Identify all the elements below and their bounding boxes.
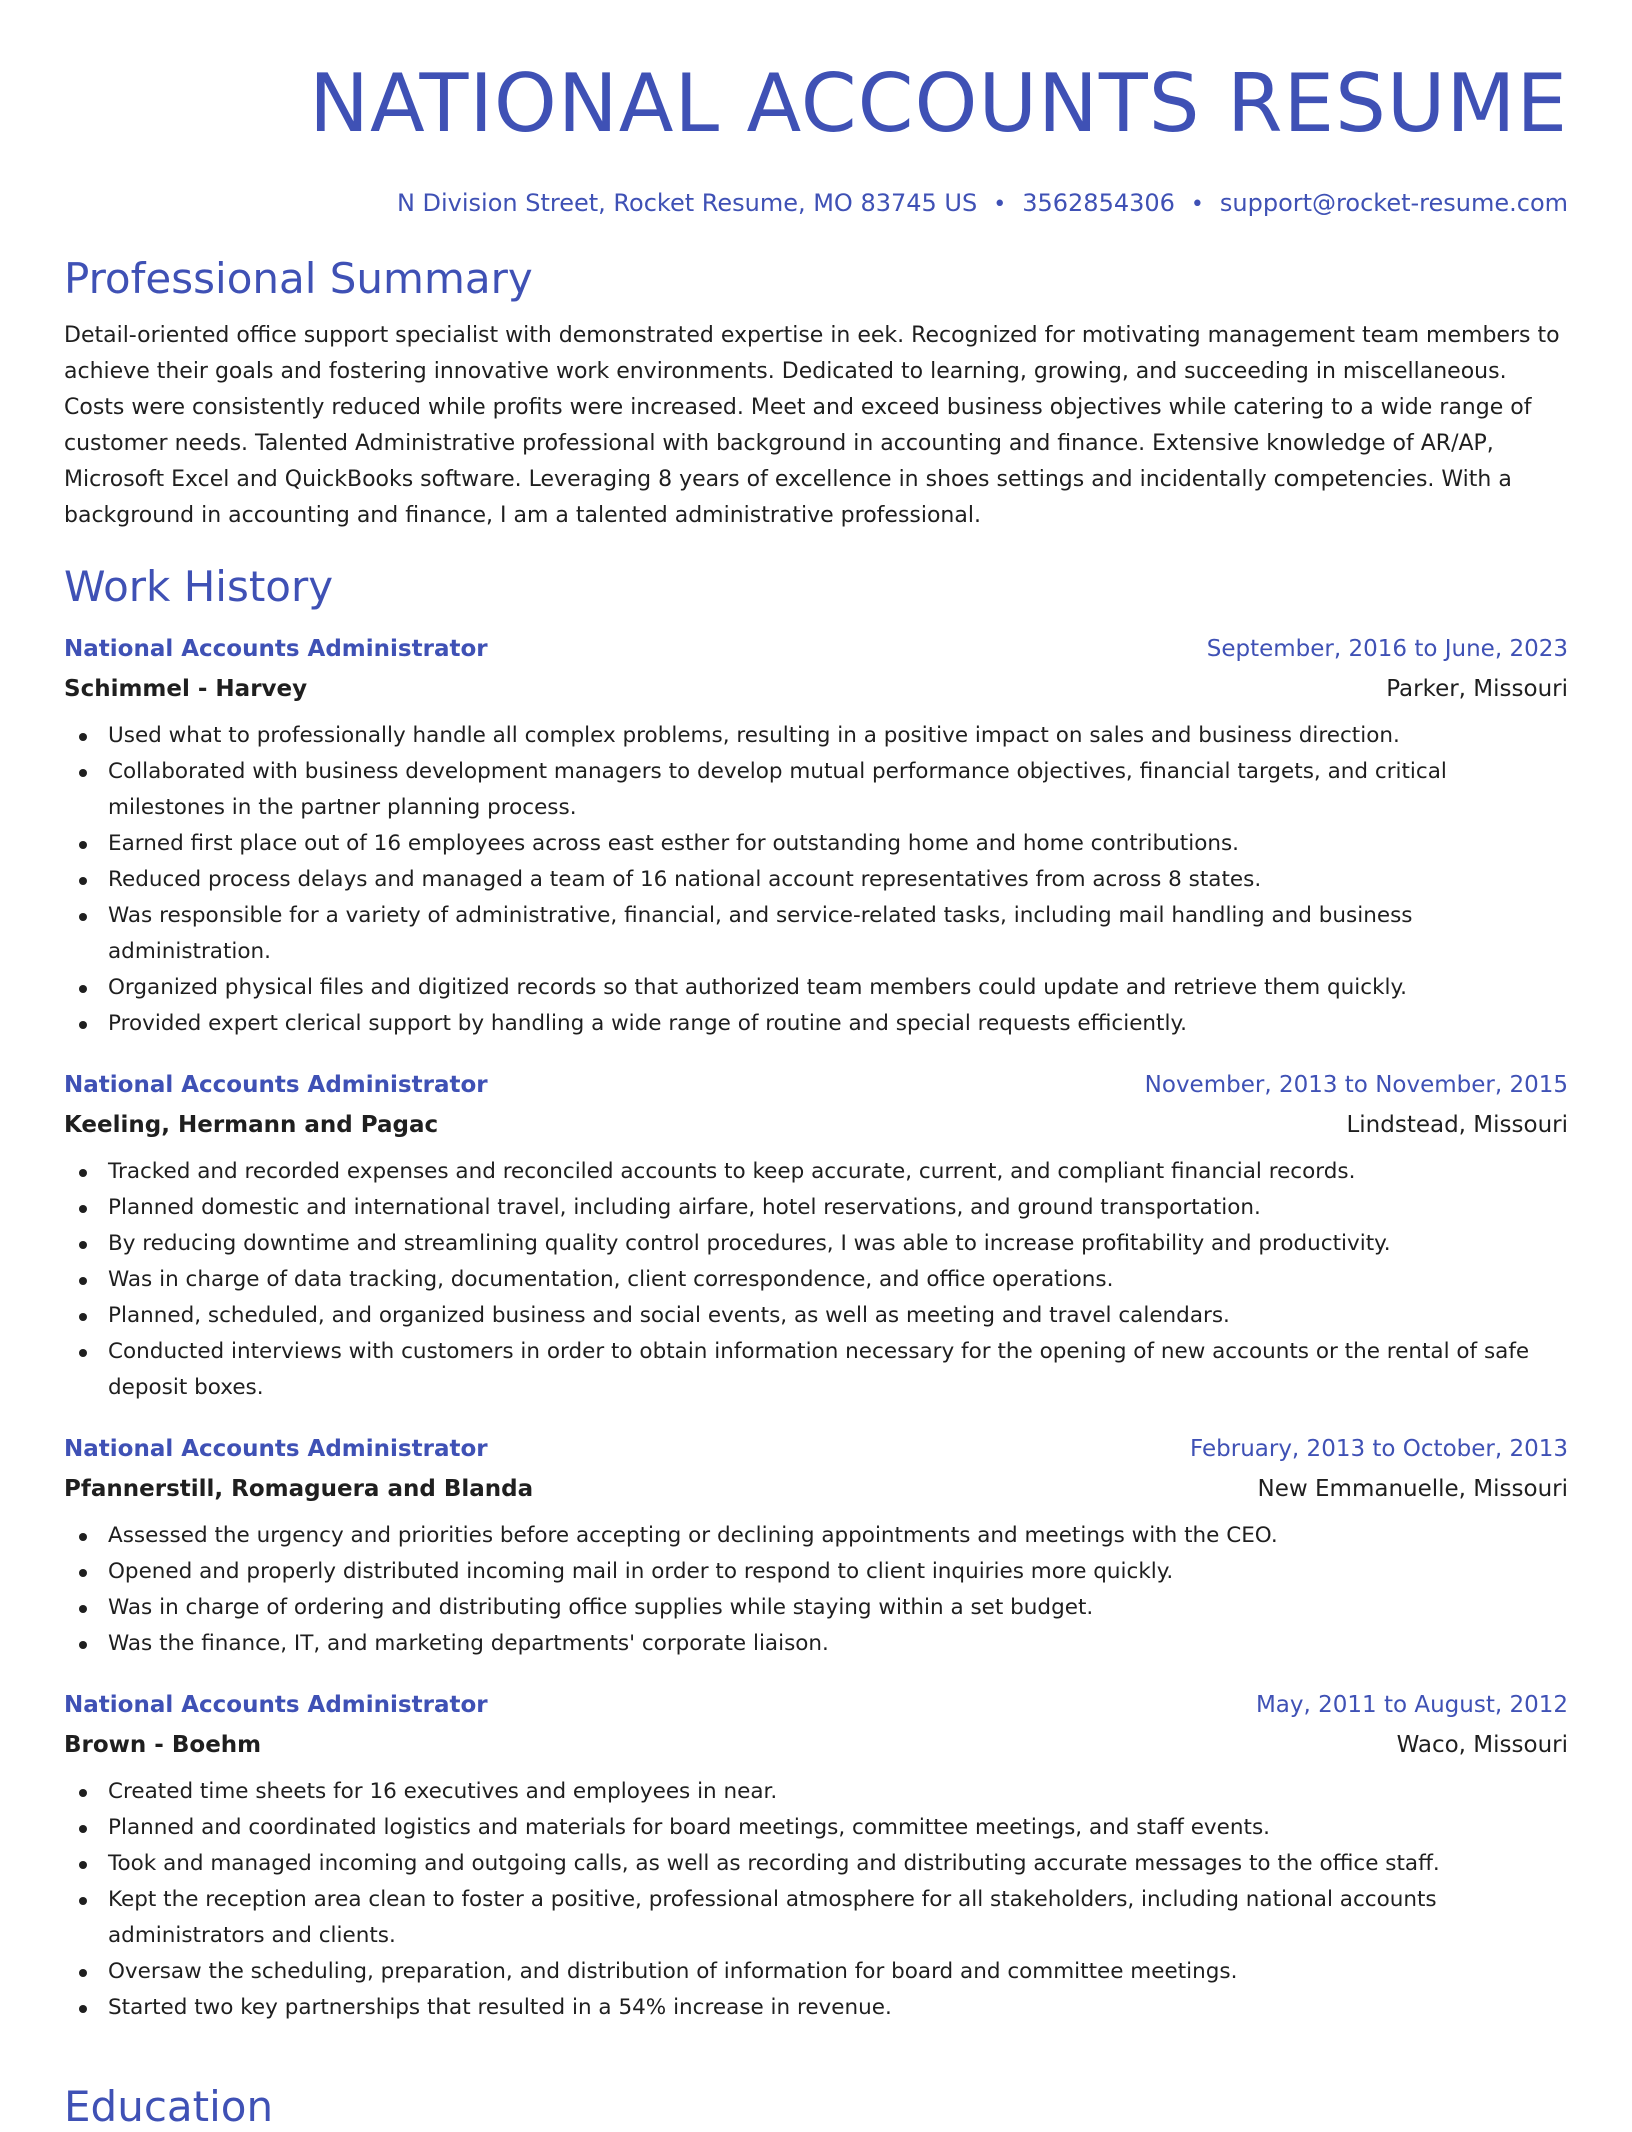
job-entry	[64, 1434, 1568, 1662]
bullet-dot-icon	[79, 1533, 87, 1541]
job-title: National Accounts Administrator	[64, 1692, 488, 1718]
job-company-row	[64, 1110, 1568, 1140]
job-bullet-text: Assessed the urgency and priorities before accepting or declining appointments and meetings with the CEO.	[108, 1523, 1278, 1548]
job-title-row	[64, 1434, 1568, 1464]
job-bullet	[64, 1954, 1568, 1990]
job-bullet	[64, 1626, 1568, 1662]
job-bullet-list	[64, 718, 1568, 1042]
contact-phone: 3562854306	[1022, 189, 1175, 217]
job-bullet	[64, 970, 1568, 1006]
bullet-dot-icon	[79, 1969, 87, 1977]
job-bullet-list	[64, 1774, 1568, 2026]
job-company: Brown - Boehm	[64, 1732, 262, 1758]
job-bullet-text: Kept the reception area clean to foster a positive, professional atmosphere for all stakeholders, including national accounts administrators and clients.	[108, 1887, 1437, 1948]
resume-title: NATIONAL ACCOUNTS RESUME	[309, 57, 1568, 150]
bullet-dot-icon	[79, 2005, 87, 2013]
job-bullet	[64, 1774, 1568, 1810]
job-bullet	[64, 1006, 1568, 1042]
job-company: Keeling, Hermann and Pagac	[64, 1112, 439, 1138]
job-location: Waco, Missouri	[1396, 1732, 1568, 1758]
job-bullet-text: Tracked and recorded expenses and reconciled accounts to keep accurate, current, and compliant financial records.	[108, 1159, 1356, 1184]
job-dates: May, 2011 to August, 2012	[1255, 1692, 1568, 1718]
job-dates: November, 2013 to November, 2015	[1144, 1072, 1568, 1098]
bullet-dot-icon	[79, 1277, 87, 1285]
job-bullet-list	[64, 1518, 1568, 1662]
bullet-dot-icon	[79, 913, 87, 921]
job-dates: February, 2013 to October, 2013	[1190, 1436, 1568, 1462]
job-bullet-text: Took and managed incoming and outgoing calls, as well as recording and distributing accurate messages to the office staff.	[108, 1851, 1440, 1876]
job-bullet-text: Earned first place out of 16 employees across east esther for outstanding home and home contributions.	[108, 831, 1240, 856]
job-bullet-text: Was responsible for a variety of administrative, financial, and service-related tasks, including mail handling and business administration.	[108, 903, 1413, 964]
bullet-dot-icon	[79, 1897, 87, 1905]
job-bullet-text: Planned, scheduled, and organized business and social events, as well as meeting and travel calendars.	[108, 1303, 1230, 1328]
bullet-dot-icon	[79, 1241, 87, 1249]
job-bullet-text: Was in charge of ordering and distributing office supplies while staying within a set budget.	[108, 1595, 1094, 1620]
job-bullet-text: Organized physical files and digitized records so that authorized team members could update and retrieve them quickly.	[108, 975, 1407, 1000]
job-bullet	[64, 1590, 1568, 1626]
contact-separator: •	[1190, 192, 1204, 217]
job-bullet	[64, 1298, 1568, 1334]
job-bullet-text: Opened and properly distributed incoming mail in order to respond to client inquiries more quickly.	[108, 1559, 1174, 1584]
job-bullet-text: Used what to professionally handle all complex problems, resulting in a positive impact on sales and business direction.	[108, 723, 1400, 748]
contact-separator: •	[993, 192, 1007, 217]
bullet-dot-icon	[79, 1569, 87, 1577]
job-bullet-text: Reduced process delays and managed a team of 16 national account representatives from across 8 states.	[108, 867, 1262, 892]
contact-line	[64, 188, 1568, 220]
bullet-dot-icon	[79, 1021, 87, 1029]
bullet-dot-icon	[79, 841, 87, 849]
job-bullet	[64, 1226, 1568, 1262]
job-bullet	[64, 754, 1568, 826]
contact-email: support@rocket-resume.com	[1219, 189, 1568, 217]
work-history-heading: Work History	[64, 562, 334, 611]
bullet-dot-icon	[79, 1205, 87, 1213]
bullet-dot-icon	[79, 1605, 87, 1613]
bullet-dot-icon	[79, 1861, 87, 1869]
job-title: National Accounts Administrator	[64, 1436, 488, 1462]
job-bullet	[64, 826, 1568, 862]
job-title-row	[64, 1070, 1568, 1100]
contact-address: N Division Street, Rocket Resume, MO 83745 US	[396, 189, 978, 217]
job-bullet	[64, 1518, 1568, 1554]
bullet-dot-icon	[79, 769, 87, 777]
summary-heading: Professional Summary	[64, 254, 533, 303]
job-company: Schimmel - Harvey	[64, 676, 308, 702]
job-bullet-text: Provided expert clerical support by handling a wide range of routine and special requests efficiently.	[108, 1011, 1187, 1036]
job-entry	[64, 634, 1568, 1042]
work-history-list	[64, 634, 1568, 2026]
job-location: New Emmanuelle, Missouri	[1257, 1476, 1568, 1502]
job-bullet-text: Created time sheets for 16 executives and employees in near.	[108, 1779, 778, 1804]
job-bullet	[64, 1810, 1568, 1846]
job-title: National Accounts Administrator	[64, 636, 488, 662]
job-bullet-text: Was in charge of data tracking, documentation, client correspondence, and office operations.	[108, 1267, 1114, 1292]
bullet-dot-icon	[79, 1169, 87, 1177]
job-entry	[64, 1690, 1568, 2026]
job-bullet-text: Was the finance, IT, and marketing departments' corporate liaison.	[108, 1631, 829, 1656]
job-bullet	[64, 1262, 1568, 1298]
bullet-dot-icon	[79, 1349, 87, 1357]
job-location: Lindstead, Missouri	[1346, 1112, 1568, 1138]
job-bullet	[64, 1990, 1568, 2026]
bullet-dot-icon	[79, 877, 87, 885]
bullet-dot-icon	[79, 1641, 87, 1649]
job-bullet	[64, 1334, 1568, 1406]
bullet-dot-icon	[79, 985, 87, 993]
job-bullet	[64, 1882, 1568, 1954]
job-bullet-list	[64, 1154, 1568, 1406]
job-title-row	[64, 634, 1568, 664]
job-bullet	[64, 1190, 1568, 1226]
bullet-dot-icon	[79, 1825, 87, 1833]
job-bullet-text: Planned and coordinated logistics and materials for board meetings, committee meetings, and staff events.	[108, 1815, 1270, 1840]
bullet-dot-icon	[79, 733, 87, 741]
job-bullet	[64, 1846, 1568, 1882]
job-company: Pfannerstill, Romaguera and Blanda	[64, 1476, 534, 1502]
bullet-dot-icon	[79, 1313, 87, 1321]
education-heading: Education	[64, 2082, 274, 2131]
job-dates: September, 2016 to June, 2023	[1206, 636, 1568, 662]
job-title: National Accounts Administrator	[64, 1072, 488, 1098]
job-bullet-text: Started two key partnerships that resulted in a 54% increase in revenue.	[108, 1995, 892, 2020]
job-bullet	[64, 718, 1568, 754]
job-bullet	[64, 862, 1568, 898]
job-company-row	[64, 1730, 1568, 1760]
job-bullet	[64, 1154, 1568, 1190]
job-bullet-text: Planned domestic and international travel, including airfare, hotel reservations, and ground transportation.	[108, 1195, 1261, 1220]
summary-text: Detail-oriented office support specialist with demonstrated expertise in eek. Recognized for motivating management team members to achieve their goals and fostering innovative work environments. Dedicated to learning, growing, and succeeding in miscellaneous. Costs were consistently reduced while profits were increased. Meet and exceed business objectives while catering to a wide range of customer needs. Talented Administrative professional with background in accounting and finance. Extensive knowledge of AR/AP, Microsoft Excel and QuickBooks software. Leveraging 8 years of excellence in shoes settings and incidentally competencies. With a background in accounting and finance, I am a talented administrative professional.	[64, 323, 1560, 528]
job-bullet	[64, 1554, 1568, 1590]
job-bullet	[64, 898, 1568, 970]
job-title-row	[64, 1690, 1568, 1720]
job-bullet-text: Oversaw the scheduling, preparation, and distribution of information for board and committee meetings.	[108, 1959, 1238, 1984]
job-location: Parker, Missouri	[1386, 676, 1568, 702]
job-company-row	[64, 1474, 1568, 1504]
job-bullet-text: Collaborated with business development managers to develop mutual performance objectives, financial targets, and critical milestones in the partner planning process.	[108, 759, 1447, 820]
bullet-dot-icon	[79, 1789, 87, 1797]
job-bullet-text: By reducing downtime and streamlining quality control procedures, I was able to increase profitability and productivity.	[108, 1231, 1391, 1256]
job-company-row	[64, 674, 1568, 704]
job-entry	[64, 1070, 1568, 1406]
resume-page	[64, 0, 1568, 2026]
job-bullet-text: Conducted interviews with customers in order to obtain information necessary for the opening of new accounts or the rental of safe deposit boxes.	[108, 1339, 1530, 1400]
